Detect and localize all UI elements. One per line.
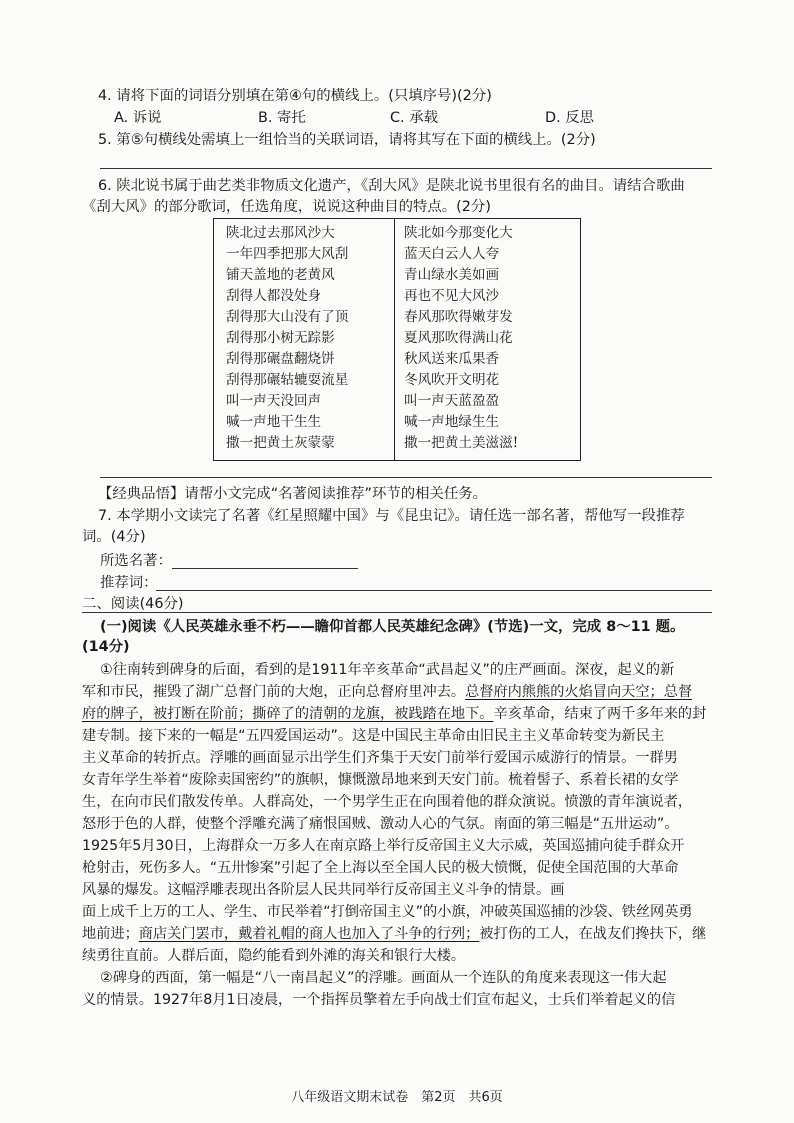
answer-line-q5[interactable] <box>100 168 712 169</box>
underlined-sentence-1a: 总督府内熊熊的火焰冒向天空；总督 <box>465 684 693 700</box>
underlined-sentence-2: 商店关门罢市，戴着礼帽的商人也加入了斗争的行列； <box>138 926 480 942</box>
para-1-line-14: 续勇往直前。人群后面，隐约能看到外滩的海关和银行大楼。 <box>82 948 466 964</box>
lyric-line: 铺天盖地的老黄风 <box>226 267 335 283</box>
lyric-line: 刮得人都没处身 <box>226 288 322 304</box>
lyric-line: 刮得那大山没有了顶 <box>226 309 349 325</box>
lyric-line: 冬风吹开文明花 <box>404 372 500 388</box>
para-1-line-3 <box>82 704 706 724</box>
para-1-line-13-start: 地前进； <box>82 926 139 942</box>
lyrics-left-column <box>226 223 348 454</box>
page-footer: 八年级语文期末试卷 第2页 共6页 <box>291 1090 503 1105</box>
para-1-line-7: 生，在向市民们散发传单。人群高处，一个男学生正在向围着他的群众演说。愤激的青年演说者， <box>82 794 693 810</box>
para-1-line-2 <box>82 682 692 702</box>
para-1-line-3-text: 辛亥革命，结束了两千多年来的封 <box>493 706 707 722</box>
lyric-line: 刮得那小树无踪影 <box>226 330 335 346</box>
classic-reading-intro: 【经典品悟】请帮小文完成“名著阅读推荐”环节的相关任务。 <box>98 486 488 502</box>
lyric-line: 叫一声天没回声 <box>226 393 322 409</box>
lyrics-right-column <box>404 223 518 454</box>
para-1-line-5: 主义革命的转折点。浮雕的画面显示出学生们齐集于天安门前举行爱国示威游行的情景。一群男 <box>82 750 678 766</box>
lyrics-table <box>213 218 581 461</box>
section-2-title: 二、阅读(46分) <box>82 596 184 612</box>
reading-1-title: (一)阅读《人民英雄永垂不朽——瞻仰首都人民英雄纪念碑》(节选)一文，完成 8～11 题。 <box>100 619 685 635</box>
lyric-line: 秋风送来瓜果香 <box>404 351 500 367</box>
lyric-line: 青山绿水美如画 <box>404 267 500 283</box>
lyric-line: 春风那吹得嫩芽发 <box>404 309 513 325</box>
question-6-line-2: 《刮大风》的部分歌词，任选角度，说说这种曲目的特点。(2分) <box>82 199 491 215</box>
lyric-line: 陕北过去那风沙大 <box>226 225 335 241</box>
lyrics-divider <box>394 219 395 460</box>
para-1-line-12: 面上成千上万的工人、学生、市民举着“打倒帝国主义”的小旗，冲破英国巡捕的沙袋、铁丝网英勇 <box>82 904 693 920</box>
question-5: 5. 第⑤句横线处需填上一组恰当的关联词语，请将其写在下面的横线上。(2分) <box>98 132 596 148</box>
lyric-line: 撒一把黄土美滋滋! <box>404 435 519 451</box>
option-c: C. 承载 <box>390 110 438 126</box>
lyric-line: 一年四季把那大风刮 <box>226 246 349 262</box>
lyric-line: 叫一声天蓝盈盈 <box>404 393 500 409</box>
underlined-sentence-1b: 府的牌子，被打断在阶前；撕碎了的清朝的龙旗，被践踏在地下。 <box>82 706 494 722</box>
lyric-line: 蓝天白云人人夸 <box>404 246 500 262</box>
lyric-line: 夏风那吹得满山花 <box>404 330 513 346</box>
para-1-line-4: 建专制。接下来的一幅是“五四爱国运动”。这是中国民主革命由旧民主主义革命转变为新民主 <box>82 728 665 744</box>
option-d: D. 反思 <box>545 110 595 126</box>
recommendation-label: 推荐词： <box>100 575 158 591</box>
option-a: A. 诉说 <box>114 110 162 126</box>
para-1-line-8: 怒形于色的人群，使整个浮雕充满了痛恨国贼、激动人心的气氛。南面的第三幅是“五卅运动”。 <box>82 816 679 832</box>
para-1-line-13 <box>82 924 706 944</box>
lyric-line: 喊一声地干生生 <box>226 414 322 430</box>
lyric-line: 再也不见大风沙 <box>404 288 500 304</box>
para-1-line-9: 1925年5月30日，上海群众一万多人在南京路上举行反帝国主义大示威，英国巡捕向徒手群众开 <box>82 838 685 854</box>
answer-line-q6[interactable] <box>100 477 712 478</box>
para-1-line-1: ①往南转到碑身的后面，看到的是1911年辛亥革命“武昌起义”的庄严画面。深夜，起义的新 <box>100 662 675 678</box>
book-choice-input[interactable] <box>172 568 358 569</box>
lyric-line: 撒一把黄土灰蒙蒙 <box>226 435 335 451</box>
option-b: B. 寄托 <box>258 110 306 126</box>
book-choice-label: 所选名著： <box>100 553 172 569</box>
lyric-line: 刮得那碾轱辘耍流星 <box>226 372 349 388</box>
reading-1-score: (14分) <box>82 639 130 655</box>
para-2-line-1: ②碑身的西面，第一幅是“八一南昌起义”的浮雕。画面从一个连队的角度来表现这一伟大起 <box>100 970 667 986</box>
lyric-line: 刮得那碾盘翻烧饼 <box>226 351 335 367</box>
question-7-line-2: 词。(4分) <box>82 529 146 545</box>
recommendation-input[interactable] <box>156 590 712 591</box>
lyric-line: 喊一声地绿生生 <box>404 414 500 430</box>
lyric-line: 陕北如今那变化大 <box>404 225 513 241</box>
question-7-line-1: 7. 本学期小文读完了名著《红星照耀中国》与《昆虫记》。请任选一部名著，帮他写一段推荐 <box>98 508 685 524</box>
para-1-line-10: 枪射击，死伤多人。“五卅惨案”引起了全上海以至全国人民的极大愤慨，促使全国范围的大革命 <box>82 860 679 876</box>
para-1-line-2-text: 军和市民，摧毁了湖广总督门前的大炮，正向总督府里冲去。 <box>82 684 466 700</box>
para-2-line-2: 义的情景。1927年8月1日凌晨，一个指挥员擎着左手向战士们宣布起义，士兵们举着起义的信 <box>82 992 676 1008</box>
para-1-line-11: 风暴的爆发。这幅浮雕表现出各阶层人民共同举行反帝国主义斗争的情景。画 <box>82 882 565 898</box>
para-1-line-13-end: 被打伤的工人，在战友们搀扶下，继 <box>479 926 707 942</box>
para-1-line-6: 女青年学生举着“废除卖国密约”的旗帜，慷慨激昂地来到天安门前。梳着髻子、系着长裙的女学 <box>82 772 679 788</box>
question-6-line-1: 6. 陕北说书属于曲艺类非物质文化遗产，《刮大风》是陕北说书里很有名的曲目。请结合歌曲 <box>98 178 685 194</box>
question-4: 4. 请将下面的词语分别填在第④句的横线上。(只填序号)(2分) <box>98 88 492 104</box>
